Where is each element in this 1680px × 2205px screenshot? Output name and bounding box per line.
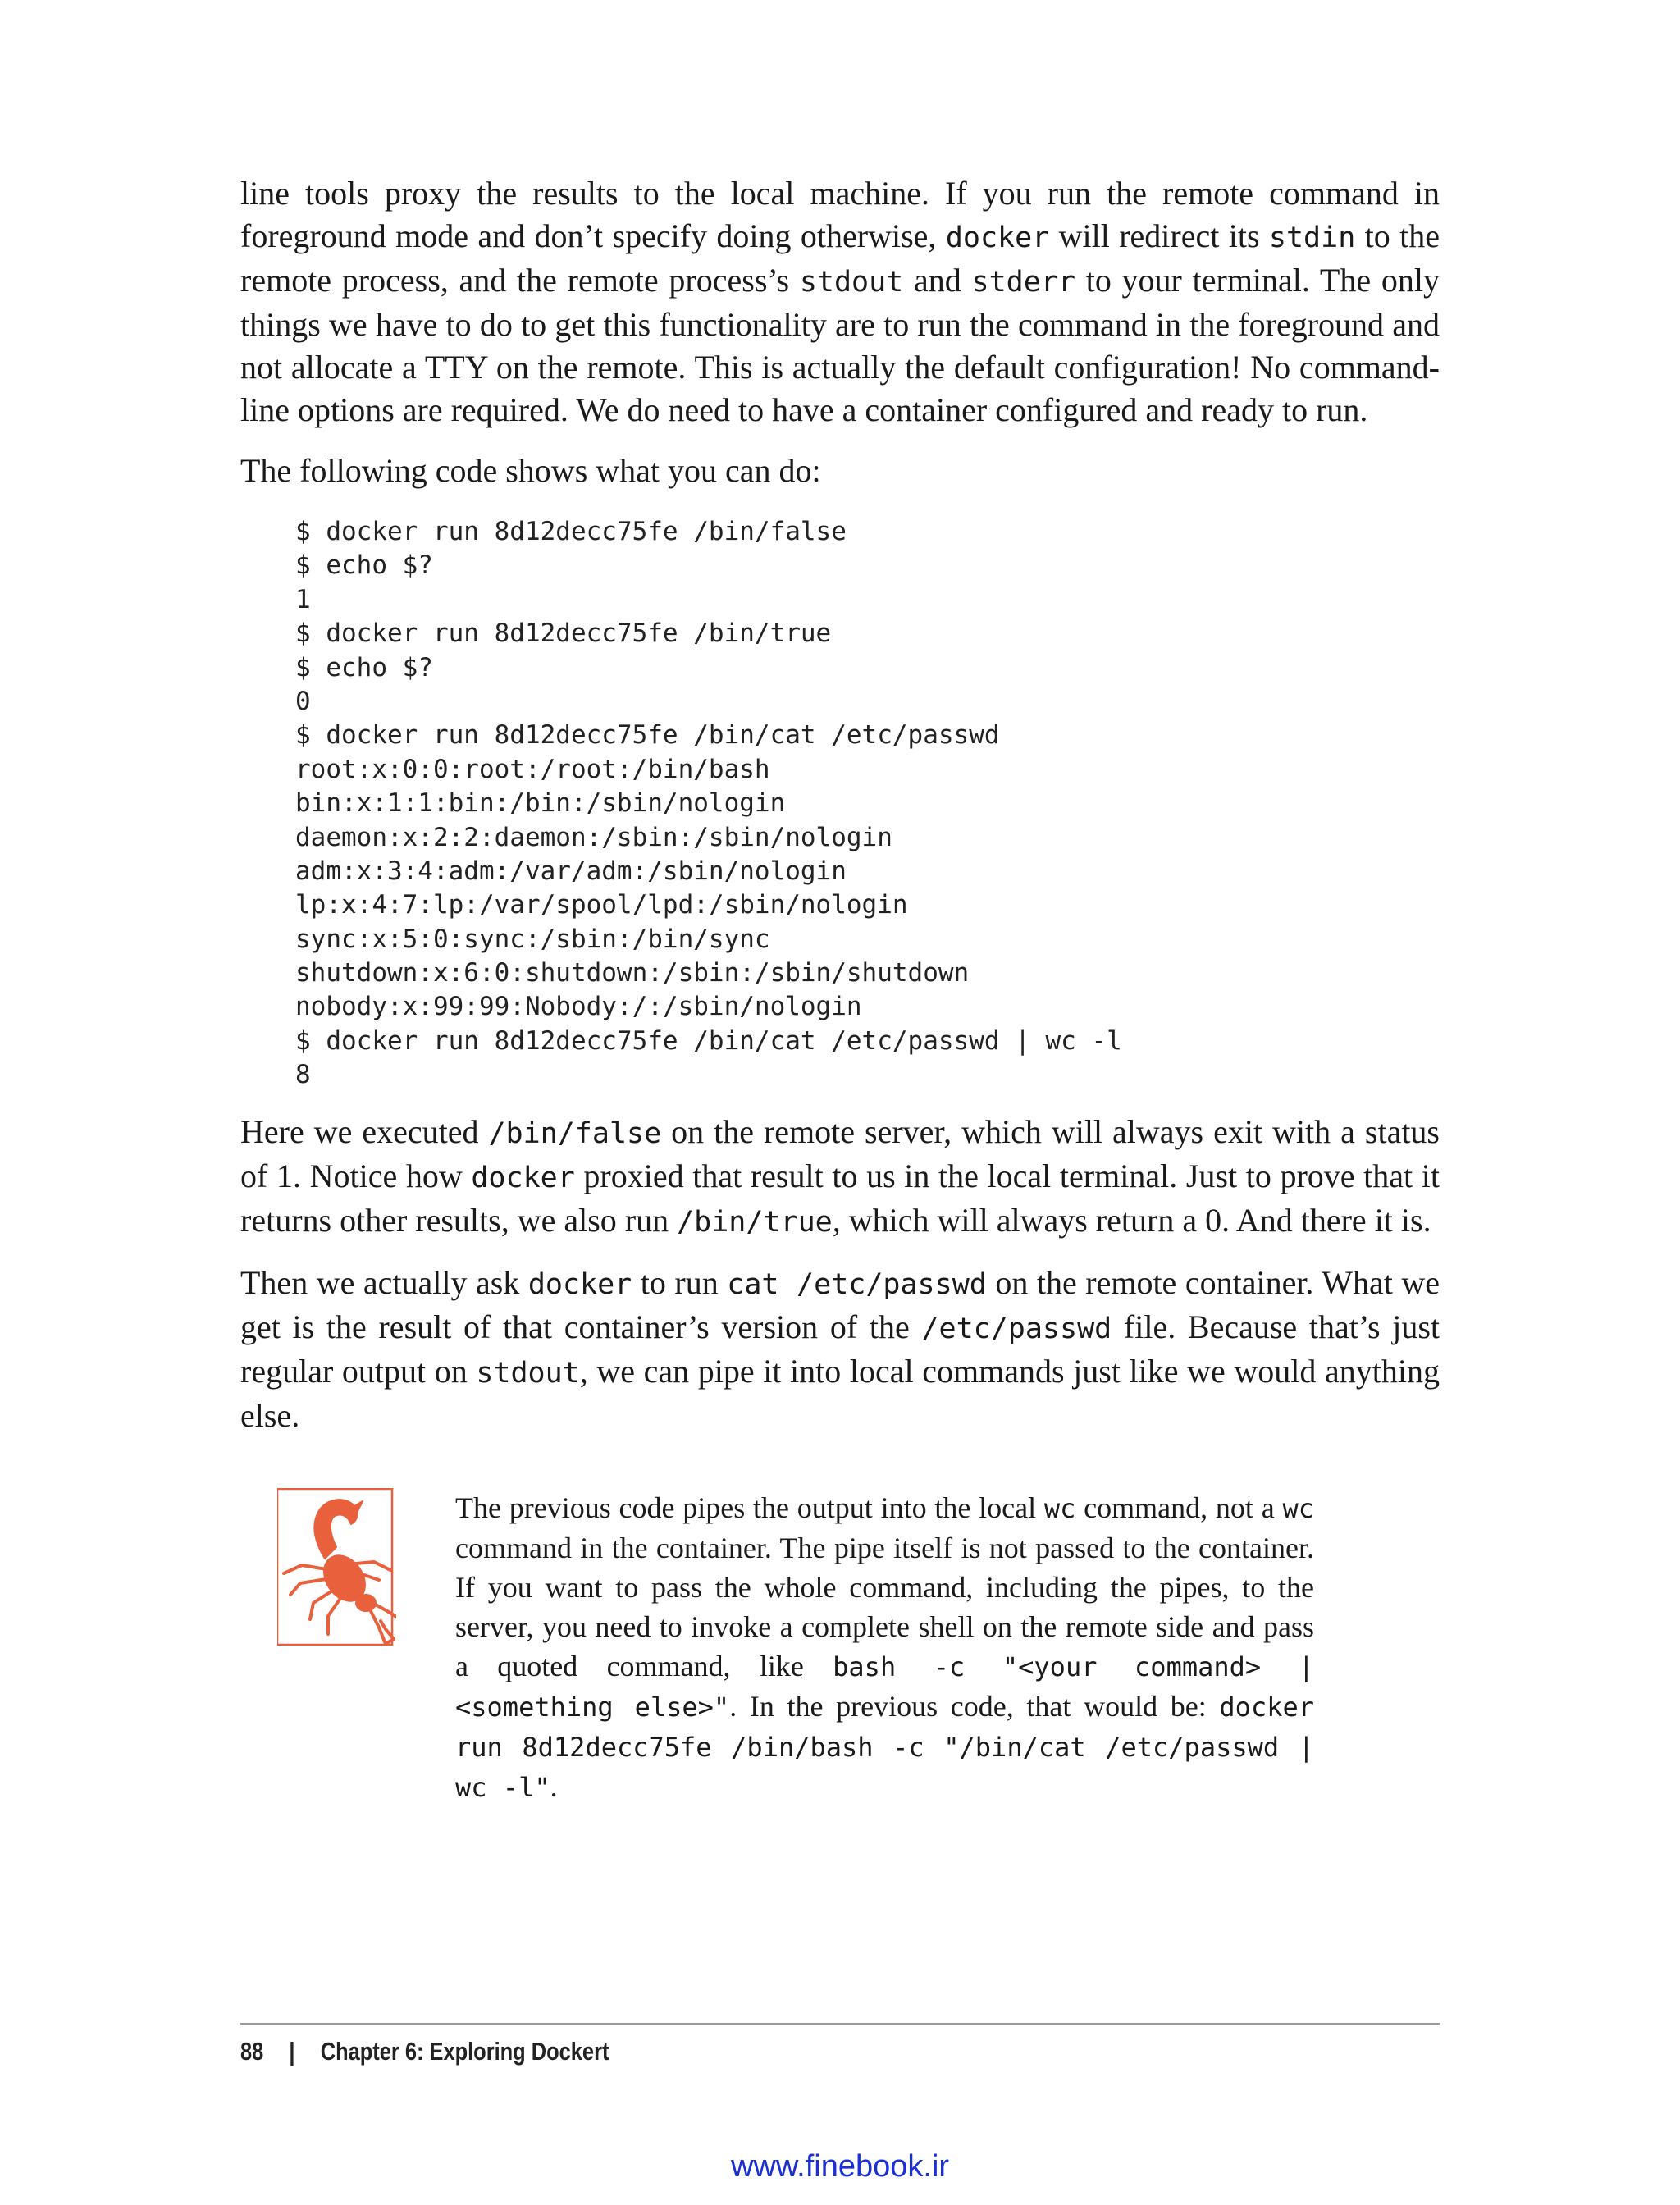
text-run: on the remote server, which will always exit with a status of 1. Notice how	[240, 1112, 1440, 1194]
code-line: 8	[295, 1060, 311, 1090]
text-run: .	[550, 1769, 558, 1803]
inline-code: wc	[1282, 1492, 1314, 1524]
inline-code: /bin/true	[677, 1205, 833, 1239]
code-block	[295, 515, 1440, 1093]
text-run: Here we executed	[240, 1112, 489, 1150]
text-run: command in the container. The pipe itself is not passed to the container. If you want to pass the whole command, including the pipes, to the server, you need to invoke a complete shell on the remote side and pass a quoted command, like	[455, 1531, 1314, 1682]
text-run: , which will always return a 0. And there it is.	[832, 1201, 1431, 1239]
code-line: 1	[295, 584, 311, 614]
code-line: root:x:0:0:root:/root:/bin/bash	[295, 754, 770, 784]
code-line: daemon:x:2:2:daemon:/sbin:/sbin/nologin	[295, 822, 892, 852]
inline-code: bash -c "<your command> | <something else>"	[455, 1650, 1315, 1723]
text-run: to the remote process, and the remote process’s	[240, 217, 1440, 299]
inline-code: cat /etc/passwd	[727, 1267, 987, 1301]
watermark-link[interactable]: www.finebook.ir	[730, 2149, 950, 2184]
text-run: Then we actually ask	[240, 1263, 528, 1301]
code-line: bin:x:1:1:bin:/bin:/sbin/nologin	[295, 788, 786, 819]
code-line: $ docker run 8d12decc75fe /bin/true	[295, 619, 832, 649]
code-line: $ docker run 8d12decc75fe /bin/cat /etc/passwd	[295, 720, 1000, 751]
text-run: , we can pipe it into local commands just like we would anything else.	[240, 1352, 1440, 1434]
chapter-title: Chapter 6: Exploring Dockert	[320, 2037, 609, 2066]
inline-code: docker	[471, 1161, 575, 1194]
code-line: $ echo $?	[295, 550, 433, 581]
inline-code: stdout	[799, 266, 904, 299]
paragraph-intro	[240, 172, 1440, 431]
tip-text	[455, 1488, 1314, 1807]
text-run: and	[903, 262, 972, 299]
code-line: lp:x:4:7:lp:/var/spool/lpd:/sbin/nologin	[295, 890, 908, 920]
inline-code: stdout	[476, 1356, 580, 1390]
code-line: nobody:x:99:99:Nobody:/:/sbin/nologin	[295, 992, 862, 1022]
text-run: . In the previous code, that would be:	[729, 1689, 1220, 1723]
inline-code: docker run 8d12decc75fe /bin/bash -c "/bin/cat /etc/passwd | wc -l"	[455, 1691, 1314, 1803]
inline-code: docker	[945, 221, 1050, 254]
text-run: file. Because that’s just regular output on	[240, 1308, 1440, 1390]
text-run: The previous code pipes the output into the local	[455, 1491, 1044, 1524]
footer-separator: |	[289, 2037, 295, 2066]
text-run: on the remote container. What we get is the result of that container’s version of the	[240, 1263, 1440, 1345]
code-line: $ docker run 8d12decc75fe /bin/cat /etc/passwd | wc -l	[295, 1025, 1122, 1056]
code-line: adm:x:3:4:adm:/var/adm:/sbin/nologin	[295, 856, 847, 886]
paragraph-explanation	[240, 1111, 1440, 1244]
inline-code: docker	[527, 1267, 632, 1301]
code-line: shutdown:x:6:0:shutdown:/sbin:/sbin/shutdown	[295, 958, 970, 988]
text-run: to run	[632, 1263, 728, 1301]
text-run: command, not a	[1075, 1491, 1283, 1524]
inline-code: /bin/false	[488, 1116, 662, 1150]
inline-code: /etc/passwd	[921, 1312, 1112, 1345]
scorpion-icon	[277, 1488, 396, 1646]
page-footer	[240, 2031, 609, 2072]
code-line: $ docker run 8d12decc75fe /bin/false	[295, 517, 847, 546]
text-run: proxied that result to us in the local terminal. Just to prove that it returns other results, we also run	[240, 1157, 1440, 1239]
page-number: 88	[240, 2037, 264, 2066]
paragraph-code-intro: The following code shows what you can do:	[240, 452, 821, 489]
inline-code: stdin	[1268, 221, 1356, 254]
code-line: $ echo $?	[295, 652, 433, 682]
footer-divider	[240, 2023, 1440, 2025]
text-run: to your terminal. The only things we have to do to get this functionality are to run the command in the foreground and not allocate a TTY on the remote. This is actually the default configuration! No command-line options are required. We do need to have a container configured and ready to run.	[240, 262, 1440, 428]
code-line: sync:x:5:0:sync:/sbin:/bin/sync	[295, 924, 770, 954]
inline-code: wc	[1043, 1492, 1076, 1524]
inline-code: stderr	[971, 266, 1075, 299]
code-line: 0	[295, 686, 311, 716]
tip-callout	[240, 1488, 1440, 1833]
page-body	[240, 172, 1440, 1833]
text-run: line tools proxy the results to the local machine. If you run the remote command in foreground mode and don’t specify doing otherwise,	[240, 175, 1440, 254]
paragraph-pipe	[240, 1262, 1440, 1437]
text-run: will redirect its	[1049, 217, 1269, 254]
